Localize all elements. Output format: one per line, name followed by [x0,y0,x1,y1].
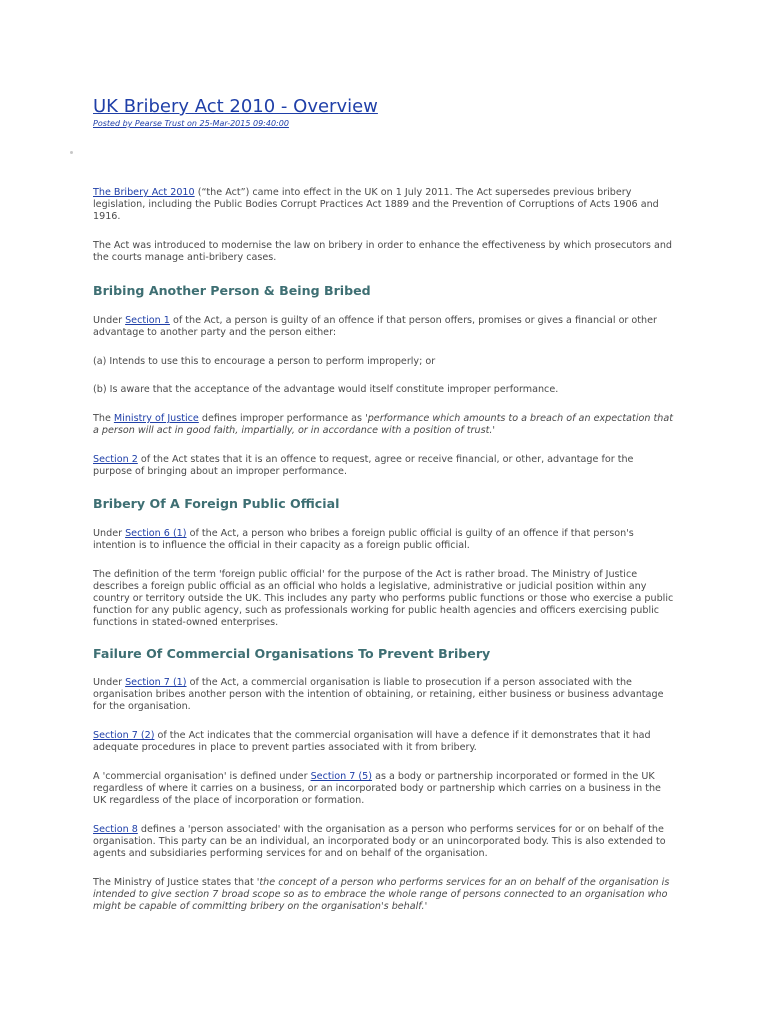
intro-paragraph-1 [93,187,675,223]
s3-paragraph-3 [93,771,675,807]
s3-paragraph-2 [93,730,675,754]
section-heading-bribing: Bribing Another Person & Being Bribed [93,283,371,298]
section-8-link[interactable]: Section 8 [93,824,138,835]
s3-p3-post: as a body or partnership incorporated or formed in the UK regardless of where it carries on a business, or an incorporated body or partnership which carries on a business in the UK regardless of the place of incorporation or formation. [93,771,661,806]
section-7-1-link[interactable]: Section 7 (1) [125,677,187,688]
section-heading-commercial-organisations: Failure Of Commercial Organisations To Prevent Bribery [93,646,491,661]
s1-p4-pre: The [93,413,114,424]
ministry-of-justice-link[interactable]: Ministry of Justice [113,413,199,424]
bribery-act-link[interactable]: The Bribery Act 2010 [93,187,195,198]
s2-p1-pre: Under [93,528,126,539]
s3-paragraph-1 [93,677,675,713]
section-7-5-link[interactable]: Section 7 (5) [310,771,373,782]
s1-p1-pre: Under [93,315,126,326]
s3-p5-pre: The Ministry of Justice states that [93,877,257,888]
s1-p4-quote: 'performance which amounts to a breach of an expectation that a person will act in good faith, impartially, or in accordance with a position of trust.' [93,413,673,436]
s1-paragraph-5 [93,454,675,478]
s2-p1-post: of the Act, a person who bribes a foreign public official is guilty of an offence if that person's intention is to influence the official in their capacity as a foreign public official. [93,528,634,551]
intro-paragraph-1-text: (“the Act”) came into effect in the UK on 1 July 2011. The Act supersedes previous bribery legislation, including the Public Bodies Corrupt Practices Act 1889 and the Prevention of Corruptions of Acts 1906 and 1916. [93,187,659,222]
s3-p3-pre: A 'commercial organisation' is defined under [93,771,311,782]
s1-paragraph-2: (a) Intends to use this to encourage a person to perform improperly; or [93,356,436,367]
section-1-link[interactable]: Section 1 [125,315,170,326]
section-2-link[interactable]: Section 2 [93,454,138,465]
s2-paragraph-1 [93,528,675,552]
s3-paragraph-5 [93,877,675,913]
section-heading-foreign-official: Bribery Of A Foreign Public Official [93,496,340,511]
s3-p2-post: of the Act indicates that the commercial organisation will have a defence if it demonstrates that it had adequate procedures in place to prevent parties associated with it from bribery. [93,730,651,753]
s1-paragraph-1 [93,315,675,339]
s3-paragraph-4 [93,824,675,860]
s1-p1-post: of the Act, a person is guilty of an offence if that person offers, promises or gives a financial or other advantage to another party and the person either: [93,315,657,338]
s1-p4-mid: defines improper performance as [198,413,366,424]
s1-p5-post: of the Act states that it is an offence to request, agree or receive financial, or other, advantage for the purpose of bringing about an improper performance. [93,454,634,477]
s3-p4-post: defines a 'person associated' with the organisation as a person who performs services for or on behalf of the organisation. This party can be an individual, an incorporated body or an unincorporated body. This is also extended to agents and subsidiaries performing services for and on behalf of the organisation. [93,824,666,859]
list-bullet [70,151,73,154]
s3-p5-quote: 'the concept of a person who performs services for an on behalf of the organisation is intended to give section 7 broad scope so as to embrace the whole range of persons connected to an organisation who might be capable of committing bribery on the organisation's behalf.' [93,877,670,912]
s3-p1-pre: Under [93,677,126,688]
intro-paragraph-2: The Act was introduced to modernise the law on bribery in order to enhance the effectiveness by which prosecutors and the courts manage anti-bribery cases. [93,240,673,263]
page-title[interactable]: UK Bribery Act 2010 - Overview [93,96,378,117]
s2-paragraph-2: The definition of the term 'foreign public official' for the purpose of the Act is rather broad. The Ministry of Justice describes a foreign public official as an official who holds a legislative, administrative or judicial position within any country or territory outside the UK. This includes any party who performs public functions or those who exercise a public function for any public agency, such as professionals working for public health agencies and officers exercising public functions in stated-owned enterprises. [93,569,674,628]
s1-paragraph-4 [93,413,675,437]
section-7-2-link[interactable]: Section 7 (2) [93,730,155,741]
s3-p1-post: of the Act, a commercial organisation is liable to prosecution if a person associated with the organisation bribes another person with the intention of obtaining, or retaining, either business or business advantage for the organisation. [93,677,664,712]
byline-link[interactable]: Posted by Pearse Trust on 25-Mar-2015 09:40:00 [93,119,289,128]
section-6-1-link[interactable]: Section 6 (1) [125,528,187,539]
s1-paragraph-3: (b) Is aware that the acceptance of the advantage would itself constitute improper performance. [93,384,559,395]
